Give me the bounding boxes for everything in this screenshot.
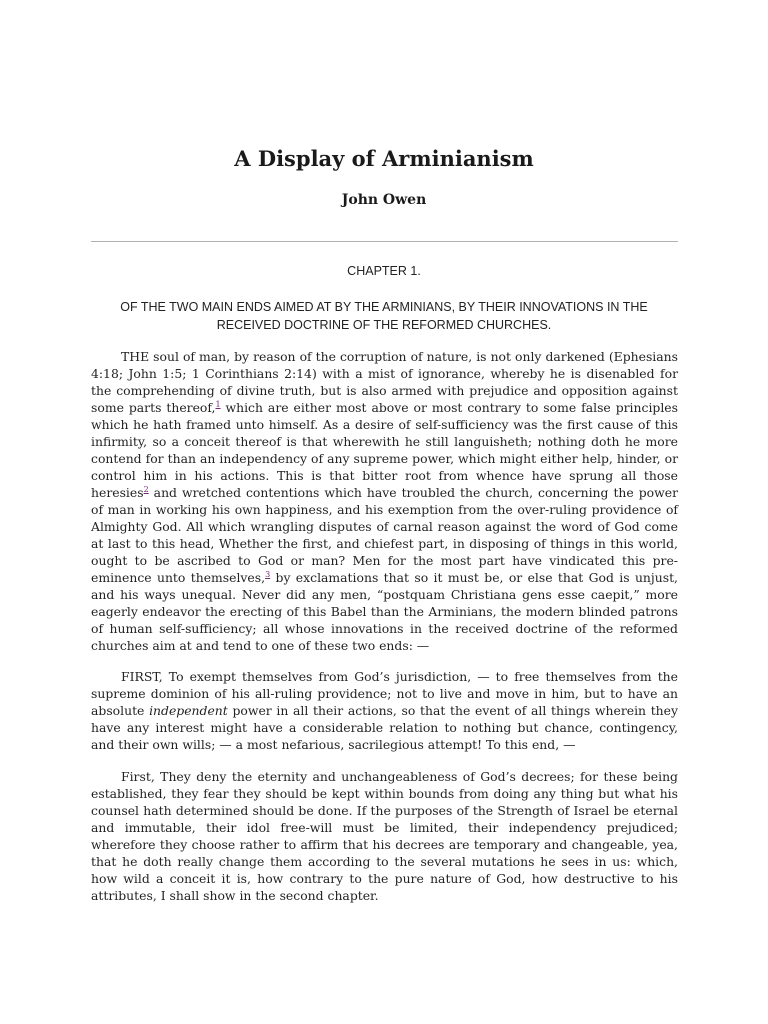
paragraph-2-emphasis: independent [149,703,228,718]
paragraph-3-text-1: First, They deny the eternity and unchangeableness of God’s decrees; for these being established, they fear they should be kept within bounds from doing any thing but what his counsel hath determined should be done. If the purposes of the Strength of Israel be eternal and immutable, their idol free-will must be limited, their independency prejudiced; wherefore they choose rather to affirm that his decrees are temporary and changeable, yea, that he doth really change them according to the several mutations he sees in us: which, how wild a conceit it is, how contrary to the pure nature of God, how destructive to his attributes, I shall show in the second chapter. [91,769,678,903]
footnote-link-1[interactable]: 1 [215,399,221,409]
paragraph-1-text-4: by exclamations that so it must be, or else that God is unjust, and his ways unequal. Never did any men, “postquam Christiana gens esse caepit,” more eagerly endeavor the erecting of this Babel than the Arminians, the modern blinded patrons of human self-sufficiency; all whose innovations in the received doctrine of the reformed churches aim at and tend to one of these two ends: — [91,570,678,653]
paragraph-2-text-2: power in all their actions, so that the event of all things wherein they have any interest might have a considerable relation to nothing but chance, contingency, and their own wills; — a most nefarious, sacrilegious attempt! To this end, — [91,703,678,752]
chapter-heading: CHAPTER 1. [347,264,421,278]
horizontal-divider [91,241,678,242]
footnote-link-3[interactable]: 3 [265,569,271,579]
paragraph-1 [91,348,678,654]
document-title: A Display of Arminianism [234,146,534,171]
paragraph-1-text-2: which are either most above or most contrary to some false principles which he hath framed unto himself. As a desire of self-sufficiency was the first cause of this infirmity, so a conceit thereof is that wherewith he still languisheth; nothing doth he more contend for than an independency of any supreme power, which might either help, hinder, or control him in his actions. This is that bitter root from whence have sprung all those heresies [91,400,678,500]
footnote-link-2[interactable]: 2 [143,484,149,494]
document-author: John Owen [341,192,427,208]
paragraph-1-text-1: THE soul of man, by reason of the corruption of nature, is not only darkened (Ephesians 4:18; John 1:5; 1 Corinthians 2:14) with a mist of ignorance, whereby he is disenabled for the comprehending of divine truth, but is also armed with prejudice and opposition against some parts thereof, [91,349,678,415]
paragraph-3 [91,768,678,904]
paragraph-1-text-3: and wretched contentions which have troubled the church, concerning the power of man in working his own happiness, and his exemption from the over-ruling providence of Almighty God. All which wrangling disputes of carnal reason against the word of God come at last to this head, Whether the first, and chiefest part, in disposing of things in this world, ought to be ascribed to God or man? Men for the most part have vindicated this pre-eminence unto themselves, [91,485,678,585]
paragraph-2-text-1: FIRST, To exempt themselves from God’s jurisdiction, — to free themselves from the supreme dominion of his all-ruling providence; not to live and move in him, but to have an absolute [91,669,678,718]
paragraph-2 [91,668,678,753]
chapter-subtitle: OF THE TWO MAIN ENDS AIMED AT BY THE ARMINIANS, BY THEIR INNOVATIONS IN THE RECEIVED DOCTRINE OF THE REFORMED CHURCHES. [120,300,648,332]
